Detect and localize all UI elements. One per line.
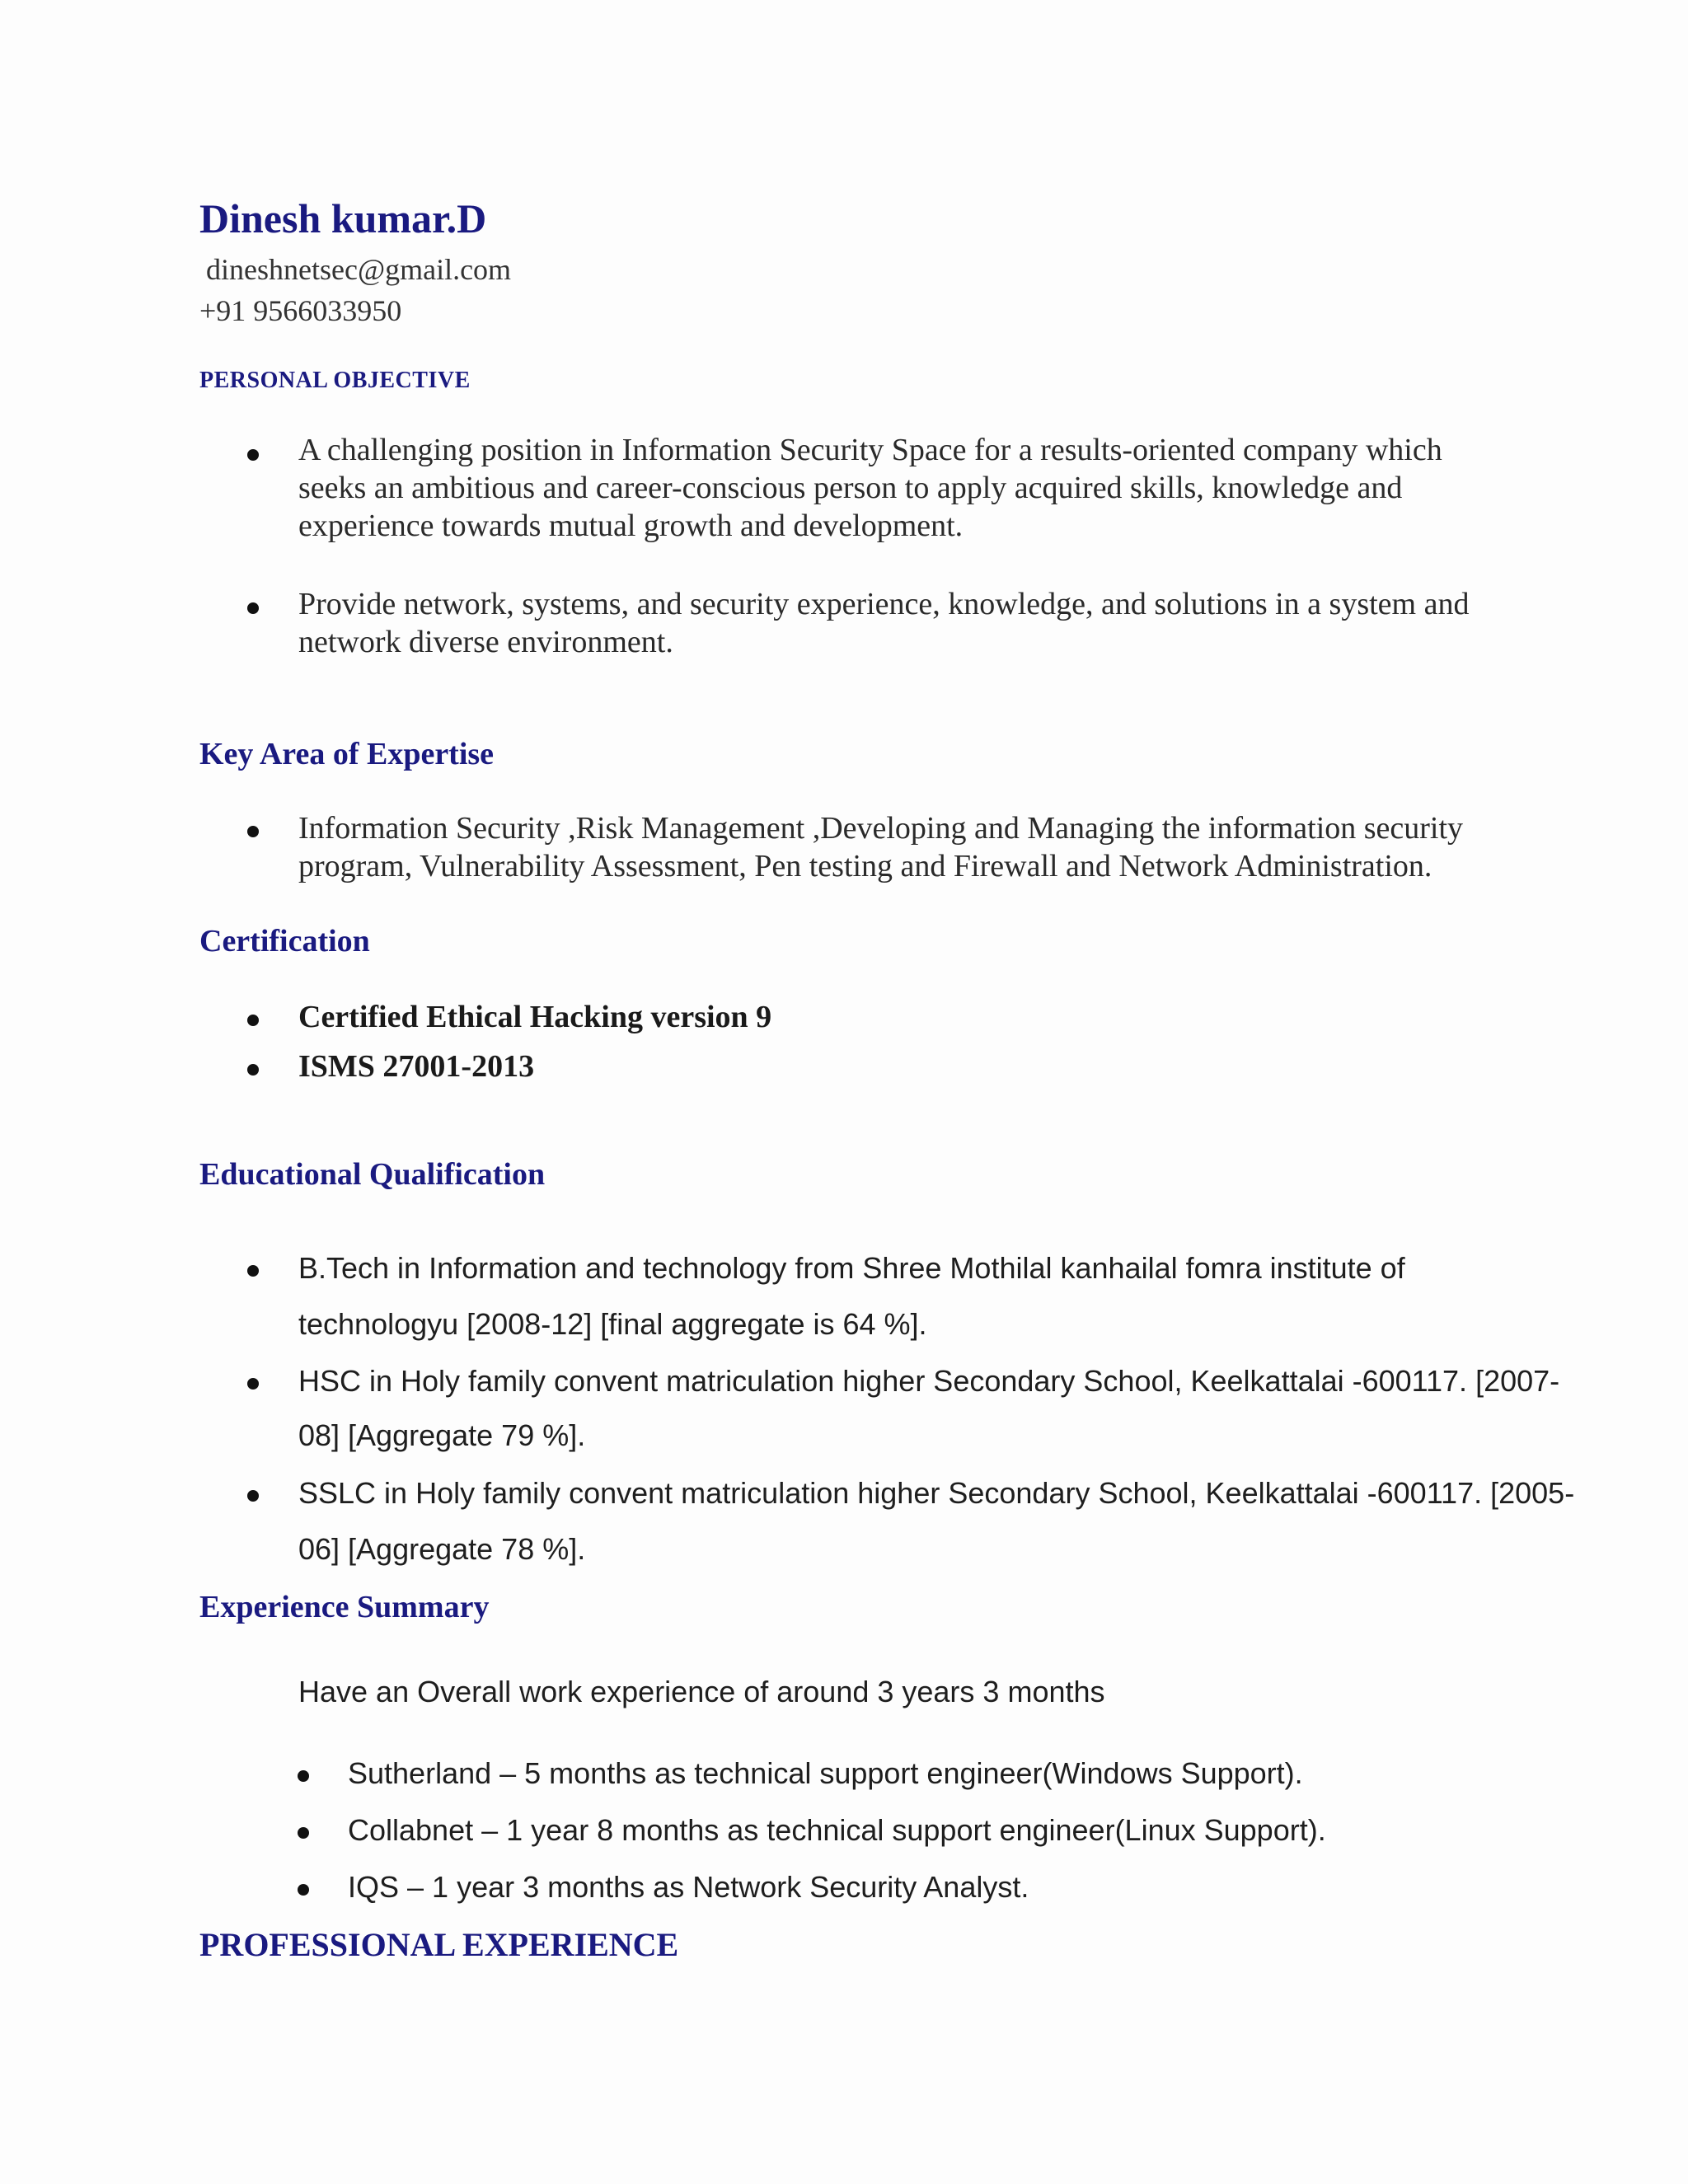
objective-item: A challenging position in Information Security Space for a results-oriented company which seeks an ambitious and career-conscious person to apply acquired skills, knowledge and experience towards mutual growth and development. <box>298 433 1442 543</box>
email-address: dineshnetsec@gmail.com <box>206 253 512 286</box>
bullet-icon <box>247 449 259 461</box>
bullet-icon <box>298 1770 309 1782</box>
expertise-item: Information Security ,Risk Management ,Developing and Managing the information security program, Vulnerability Assessment, Pen testing and Firewall and Network Administration. <box>298 811 1464 883</box>
objective-item: Provide network, systems, and security experience, knowledge, and solutions in a system and network diverse environment. <box>298 587 1470 659</box>
experience-item: Sutherland – 5 months as technical support engineer(Windows Support). <box>348 1756 1303 1790</box>
bullet-icon <box>247 1064 259 1076</box>
bullet-icon <box>298 1884 309 1896</box>
phone-number: +91 9566033950 <box>199 294 402 327</box>
bullet-icon <box>247 826 259 837</box>
objective-heading: PERSONAL OBJECTIVE <box>199 368 471 393</box>
education-item-line: B.Tech in Information and technology from Shree Mothilal kanhailal fomra institute of <box>298 1251 1405 1285</box>
education-item-line: technologyu [2008-12] [final aggregate is 64 %]. <box>298 1307 927 1341</box>
bullet-icon <box>247 1015 259 1026</box>
bullet-icon <box>247 1265 259 1277</box>
bullet-icon <box>247 1378 259 1390</box>
expertise-heading: Key Area of Expertise <box>199 737 495 771</box>
certification-item: Certified Ethical Hacking version 9 <box>298 1000 772 1034</box>
education-item-line: 06] [Aggregate 78 %]. <box>298 1532 586 1566</box>
education-item-line: SSLC in Holy family convent matriculation higher Secondary School, Keelkattalai -600117. [2005- <box>298 1476 1575 1510</box>
bullet-icon <box>298 1827 309 1839</box>
bullet-icon <box>247 602 259 614</box>
certification-item: ISMS 27001-2013 <box>298 1049 535 1084</box>
bullet-icon <box>247 1490 259 1502</box>
experience-item: IQS – 1 year 3 months as Network Security Analyst. <box>348 1870 1029 1904</box>
candidate-name: Dinesh kumar.D <box>199 195 487 241</box>
experience-intro: Have an Overall work experience of around 3 years 3 months <box>298 1675 1105 1708</box>
experience-item: Collabnet – 1 year 8 months as technical support engineer(Linux Support). <box>348 1813 1326 1847</box>
certification-heading: Certification <box>199 924 370 958</box>
experience-heading: Experience Summary <box>199 1590 490 1624</box>
education-item-line: 08] [Aggregate 79 %]. <box>298 1418 586 1452</box>
professional-heading: PROFESSIONAL EXPERIENCE <box>199 1926 679 1963</box>
education-heading: Educational Qualification <box>199 1157 546 1192</box>
education-item-line: HSC in Holy family convent matriculation higher Secondary School, Keelkattalai -600117. [2007- <box>298 1364 1560 1398</box>
